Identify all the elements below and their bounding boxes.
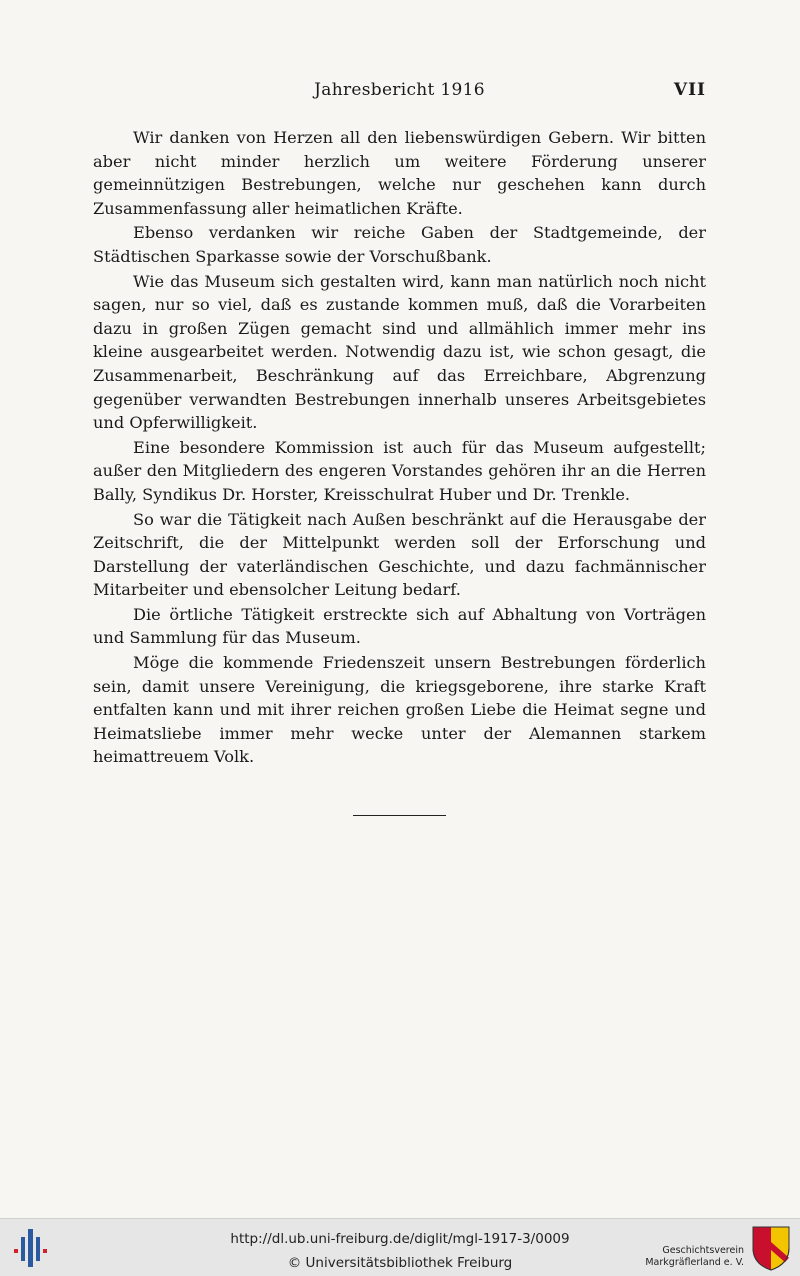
society-crest-icon[interactable] bbox=[750, 1224, 792, 1272]
paragraph: Die örtliche Tätigkeit erstreckte sich auf Abhaltung von Vorträgen und Sammlung für das Museum. bbox=[93, 604, 706, 648]
paragraph: Wir danken von Herzen all den liebenswürdigen Gebern. Wir bitten aber nicht minder herzlich um weitere Förderung unserer gemeinnützigen Bestrebungen, welche nur geschehen kann durch Zusammenfassung aller heimatlichen Kräfte. bbox=[93, 128, 706, 218]
paragraph: Eine besondere Kommission ist auch für das Museum aufgestellt; außer den Mitgliedern des engeren Vorstandes gehören ihr an die Herren Bally, Syndikus Dr. Horster, Kreisschulrat Huber und Dr. Trenkle. bbox=[93, 437, 706, 504]
paragraph: Ebenso verdanken wir reiche Gaben der Stadtgemeinde, der Städtischen Sparkasse sowie der Vorschußbank. bbox=[93, 223, 706, 266]
society-name bbox=[645, 1245, 744, 1269]
body-text bbox=[93, 126, 706, 769]
paragraph: Möge die kommende Friedenszeit unsern Bestrebungen förderlich sein, damit unsere Vereinigung, die kriegsgeborene, ihre starke Kraft entfalten kann und mit ihrer reichen großen Liebe die Heimat segne und Heimatsliebe immer mehr wecke unter der Alemannen starkem heimattreuem Volk. bbox=[93, 653, 706, 767]
page-number: VII bbox=[673, 80, 706, 100]
paragraph: So war die Tätigkeit nach Außen beschränkt auf die Herausgabe der Zeitschrift, die der Mittelpunkt werden soll der Erforschung und Darstellung der vaterländischen Geschichte, und dazu fachmännischer Mitarbeiter und ebensolcher Leitung bedarf. bbox=[93, 509, 706, 600]
viewer-footer bbox=[0, 1218, 800, 1276]
running-title: Jahresbericht 1916 bbox=[314, 80, 485, 100]
paragraph: Wie das Museum sich gestalten wird, kann man natürlich noch nicht sagen, nur so viel, daß es zustande kommen muß, daß die Vorarbeiten dazu in großen Zügen gemacht sind und allmählich immer mehr ins kleine ausgearbeitet werden. Notwendig dazu ist, wie schon gesagt, die Zusammenarbeit, Beschränkung auf das Erreichbare, Abgrenzung gegenüber verwandten Bestrebungen innerhalb unseres Arbeitsgebietes und Opferwilligkeit. bbox=[93, 271, 706, 433]
society-name-line: Geschichtsverein bbox=[662, 1245, 744, 1256]
running-head bbox=[93, 80, 706, 104]
society-name-line: Markgräflerland e. V. bbox=[645, 1257, 744, 1268]
section-end-rule bbox=[353, 815, 446, 816]
copyright-notice: © Universitätsbibliothek Freiburg bbox=[287, 1255, 513, 1271]
permalink-url[interactable]: http://dl.ub.uni-freiburg.de/diglit/mgl-1917-3/0009 bbox=[230, 1231, 570, 1247]
